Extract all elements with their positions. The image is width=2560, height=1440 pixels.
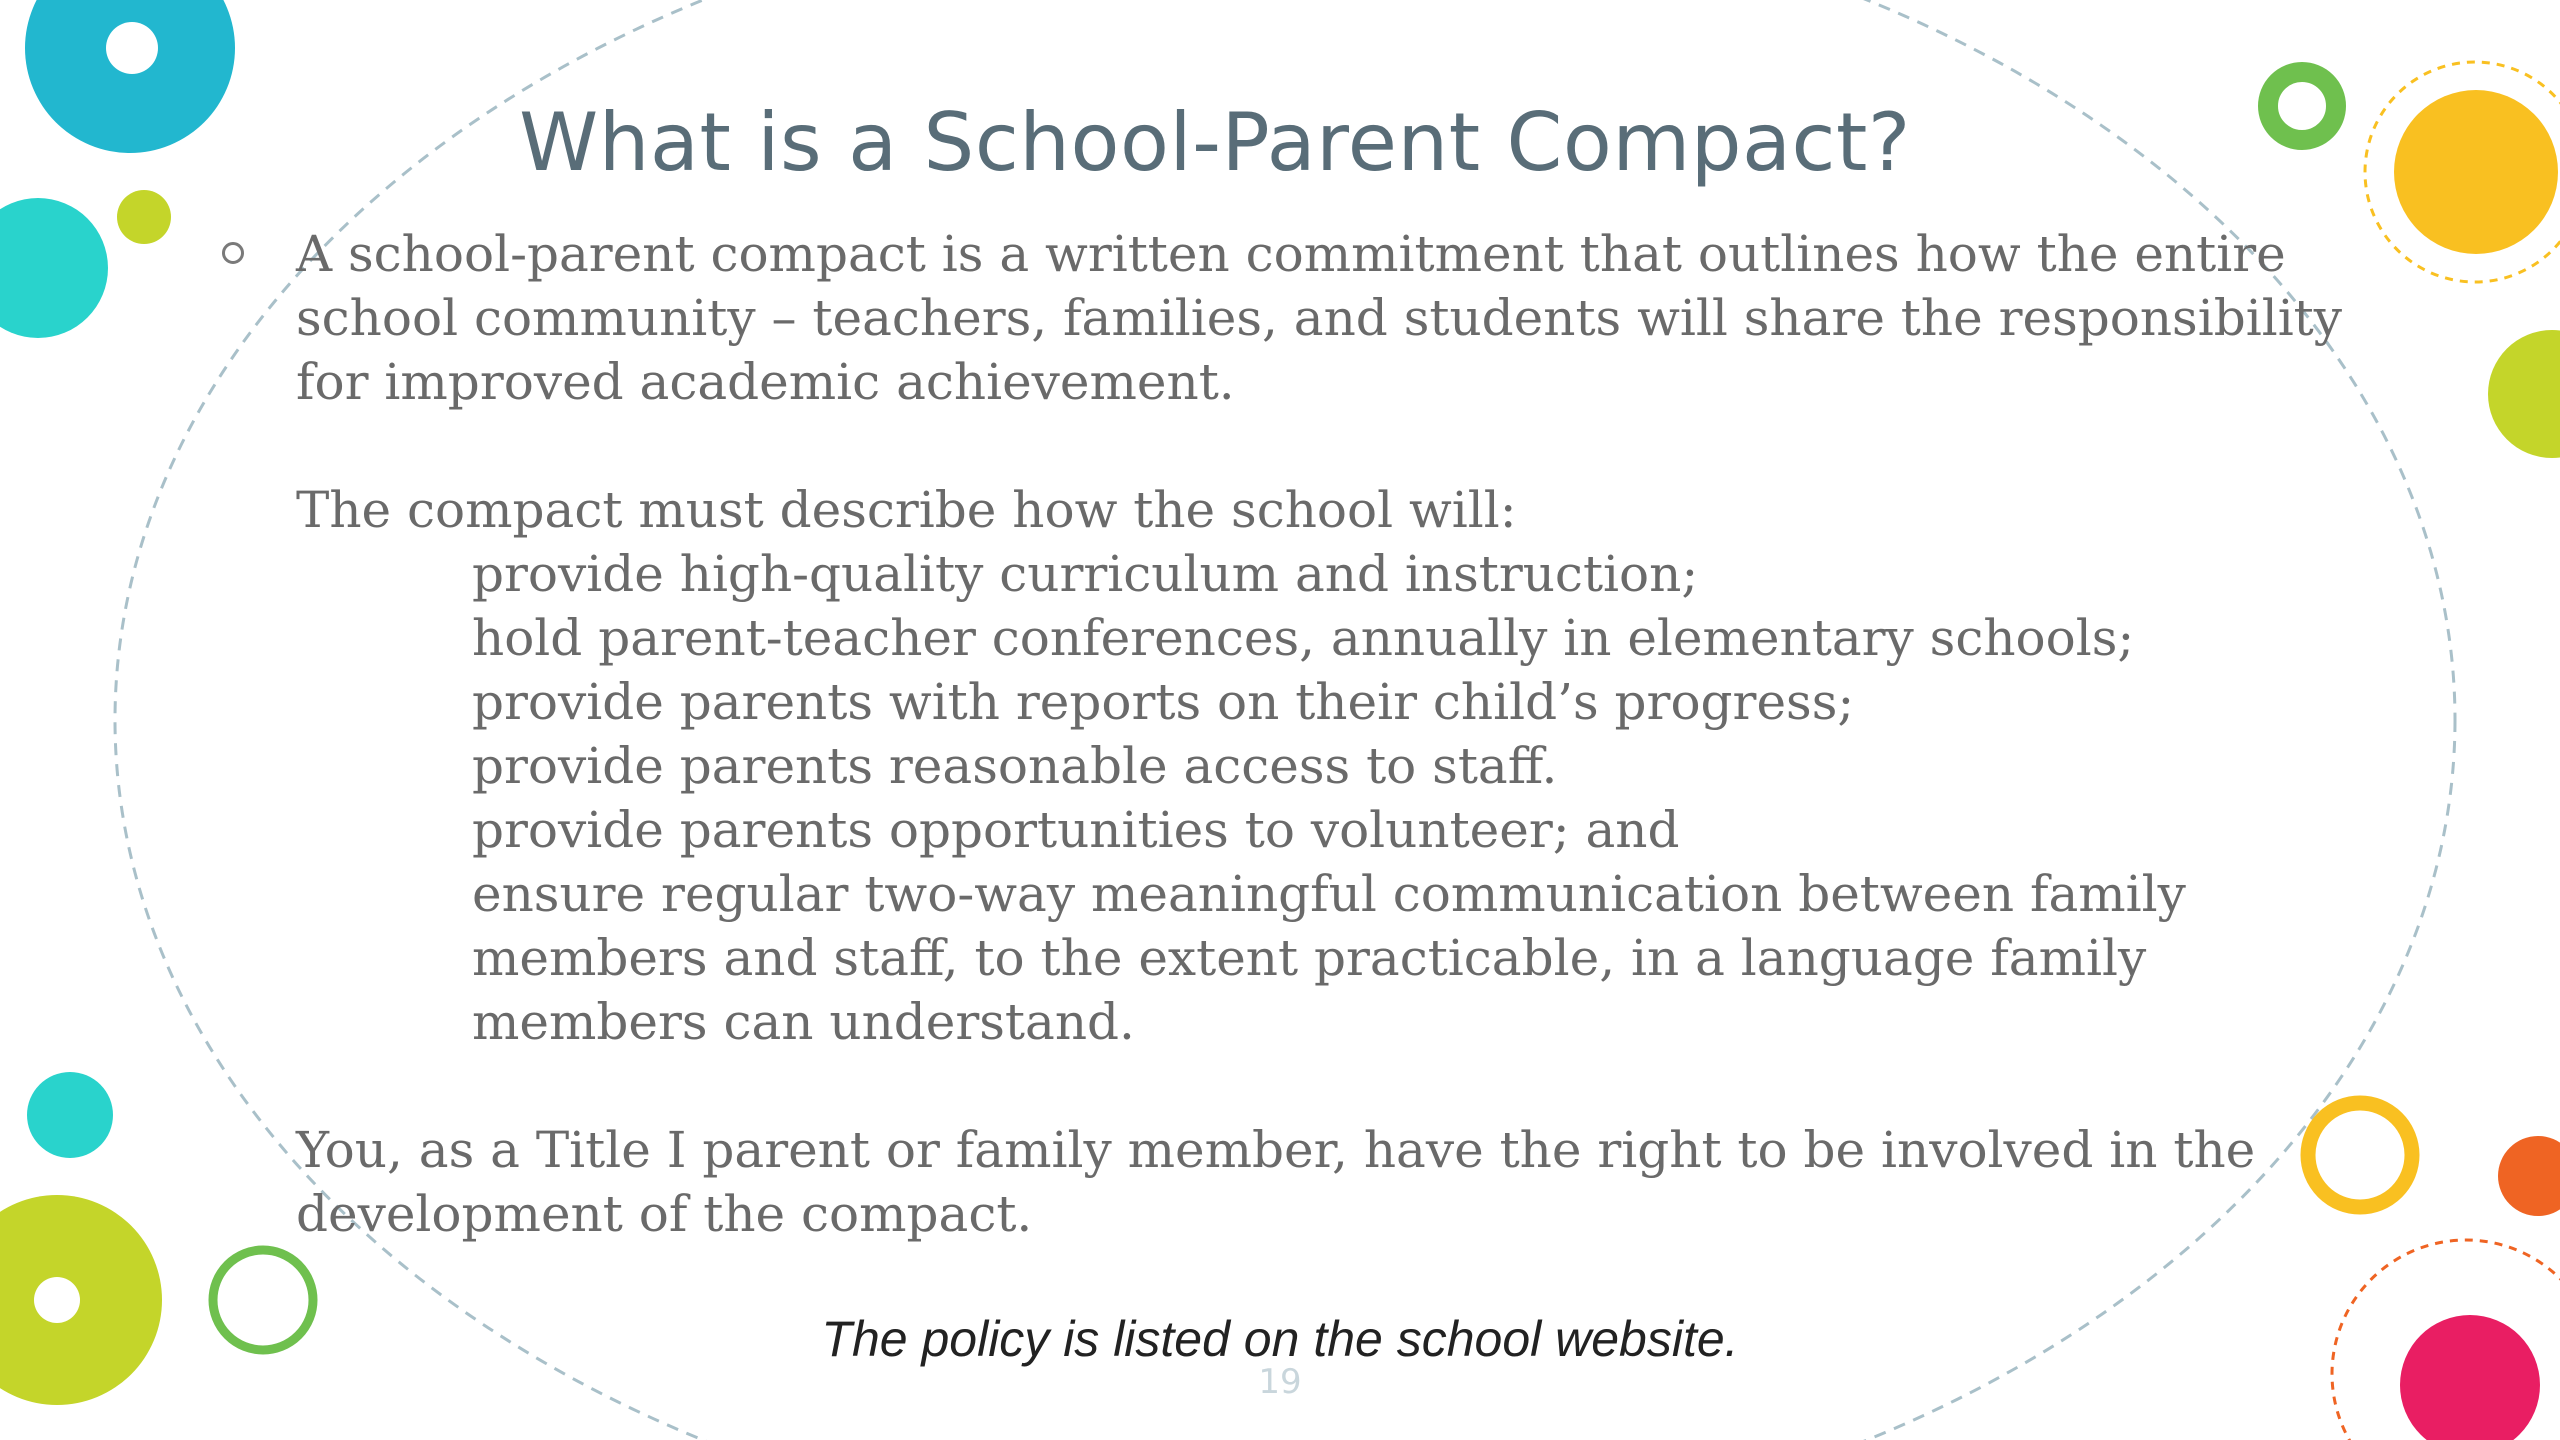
- lime-dot-left: [117, 190, 171, 244]
- orange-circle-right: [2498, 1136, 2560, 1216]
- cyan-dot-bottom-left: [27, 1072, 113, 1158]
- slide-title: What is a School-Parent Compact?: [519, 96, 1911, 189]
- list-item: ensure regular two-way meaningful communication between family members and staff, to the extent practicable, in a language family members can understand.: [472, 865, 2186, 1051]
- white-dot-top-left: [106, 22, 158, 74]
- footer-note: The policy is listed on the school website.: [821, 1311, 1739, 1367]
- intro-paragraph: A school-parent compact is a written commitment that outlines how the entire school community – teachers, families, and students will share the responsibility for improved academic achievement.: [296, 225, 2343, 411]
- rights-paragraph: You, as a Title I parent or family member, have the right to be involved in the development of the compact.: [296, 1121, 2256, 1243]
- list-item: hold parent-teacher conferences, annually in elementary schools;: [472, 609, 2135, 667]
- paragraph-spacer: [296, 414, 2376, 478]
- lime-circle-right: [2488, 330, 2560, 458]
- cyan-circle-left: [0, 198, 108, 338]
- requirements-list: [296, 542, 2376, 1054]
- hollow-bullet-icon: [222, 242, 244, 264]
- lime-circle-bottom-left: [0, 1195, 162, 1405]
- paragraph-spacer: [296, 1054, 2376, 1118]
- page-number: 19: [1258, 1362, 1302, 1402]
- slide-body: [296, 222, 2376, 1246]
- lead-in-text: The compact must describe how the school will:: [296, 481, 1517, 539]
- list-item: provide high-quality curriculum and instruction;: [472, 545, 1699, 603]
- list-item: provide parents with reports on their child’s progress;: [472, 673, 1855, 731]
- list-item: provide parents reasonable access to staff.: [472, 737, 1558, 795]
- list-item: provide parents opportunities to volunteer; and: [472, 801, 1680, 859]
